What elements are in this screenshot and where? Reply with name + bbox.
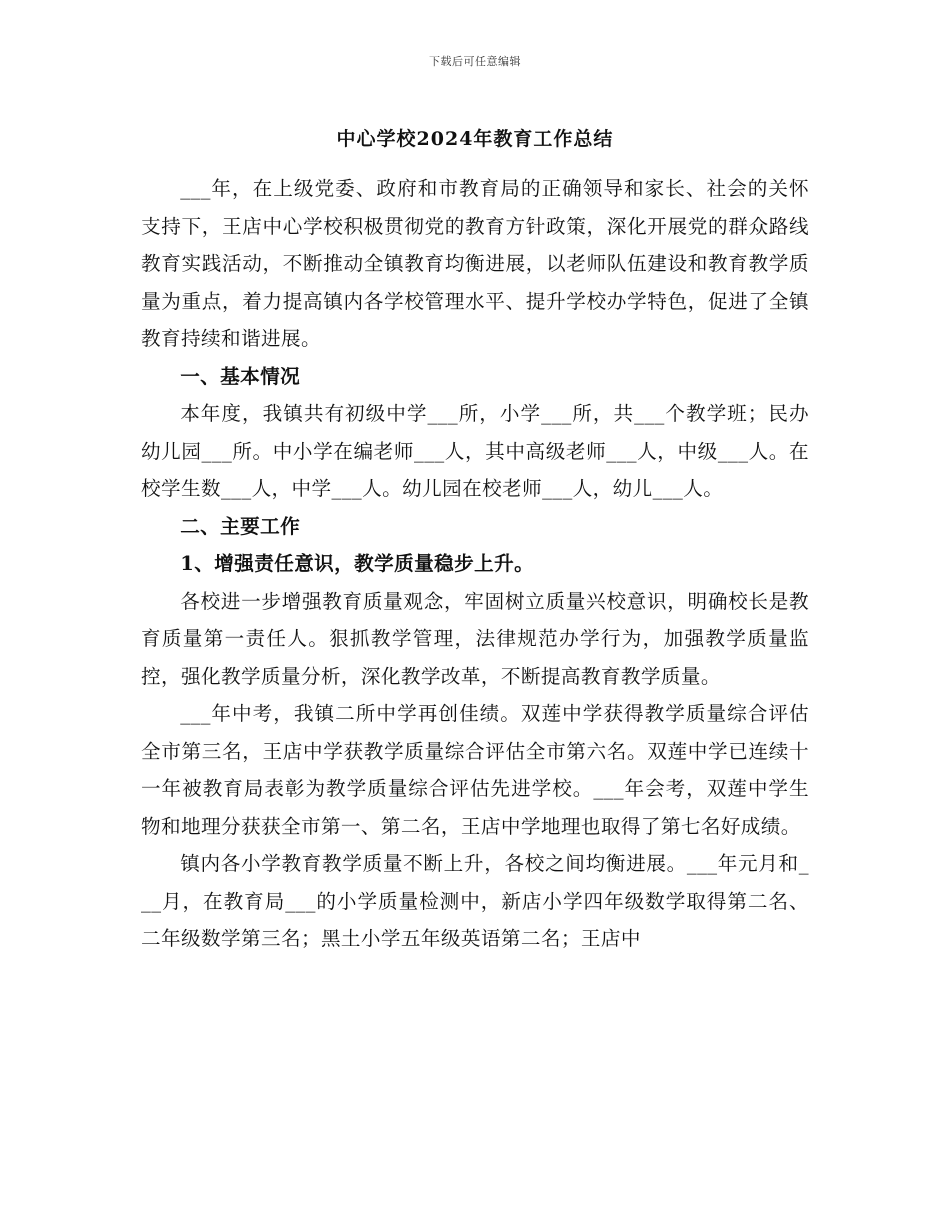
section-heading-basic-situation: 一、基本情况 <box>180 364 301 388</box>
paragraph-exam-results: ___年中考，我镇二所中学再创佳绩。双莲中学获得教学质量综合评估全市第三名，王店中学获教学质量综合评估全市第六名。双莲中学已连续十一年被教育局表彰为教学质量综合评估先进学校。___年会考，双莲中学生物和地理分获获全市第一、第二名，王店中学地理也取得了第七名好成绩。 <box>141 702 809 838</box>
section-heading-main-work: 二、主要工作 <box>180 514 301 538</box>
paragraph-basic-situation: 本年度，我镇共有初级中学___所，小学___所，共___个教学班；民办幼儿园___所。中小学在编老师___人，其中高级老师___人，中级___人。在校学生数___人，中学___人。幼儿园在校老师___人，幼儿___人。 <box>141 402 809 500</box>
document-title: 中心学校2024年教育工作总结 <box>336 128 614 150</box>
document-body <box>141 170 809 958</box>
paragraph-quality-awareness: 各校进一步增强教育质量观念，牢固树立质量兴校意识，明确校长是教育质量第一责任人。狠抓教学管理，法律规范办学行为，加强教学质量监控，强化教学质量分析，深化教学改革，不断提高教育教学质量。 <box>141 589 809 688</box>
paragraph-intro: ___年，在上级党委、政府和市教育局的正确领导和家长、社会的关怀支持下，王店中心学校积极贯彻党的教育方针政策，深化开展党的群众路线教育实践活动，不断推动全镇教育均衡进展，以老师队伍建设和教育教学质量为重点，着力提高镇内各学校管理水平、提升学校办学特色，促进了全镇教育持续和谐进展。 <box>141 177 809 350</box>
header-note: 下载后可任意编辑 <box>429 55 521 68</box>
paragraph-primary-schools: 镇内各小学教育教学质量不断上升，各校之间均衡进展。___年元月和___月，在教育局___的小学质量检测中，新店小学四年级数学取得第二名、二年级数学第三名；黑土小学五年级英语第二名；王店中 <box>141 852 809 950</box>
subsection-heading-responsibility: 1、增强责任意识，教学质量稳步上升。 <box>180 552 535 575</box>
